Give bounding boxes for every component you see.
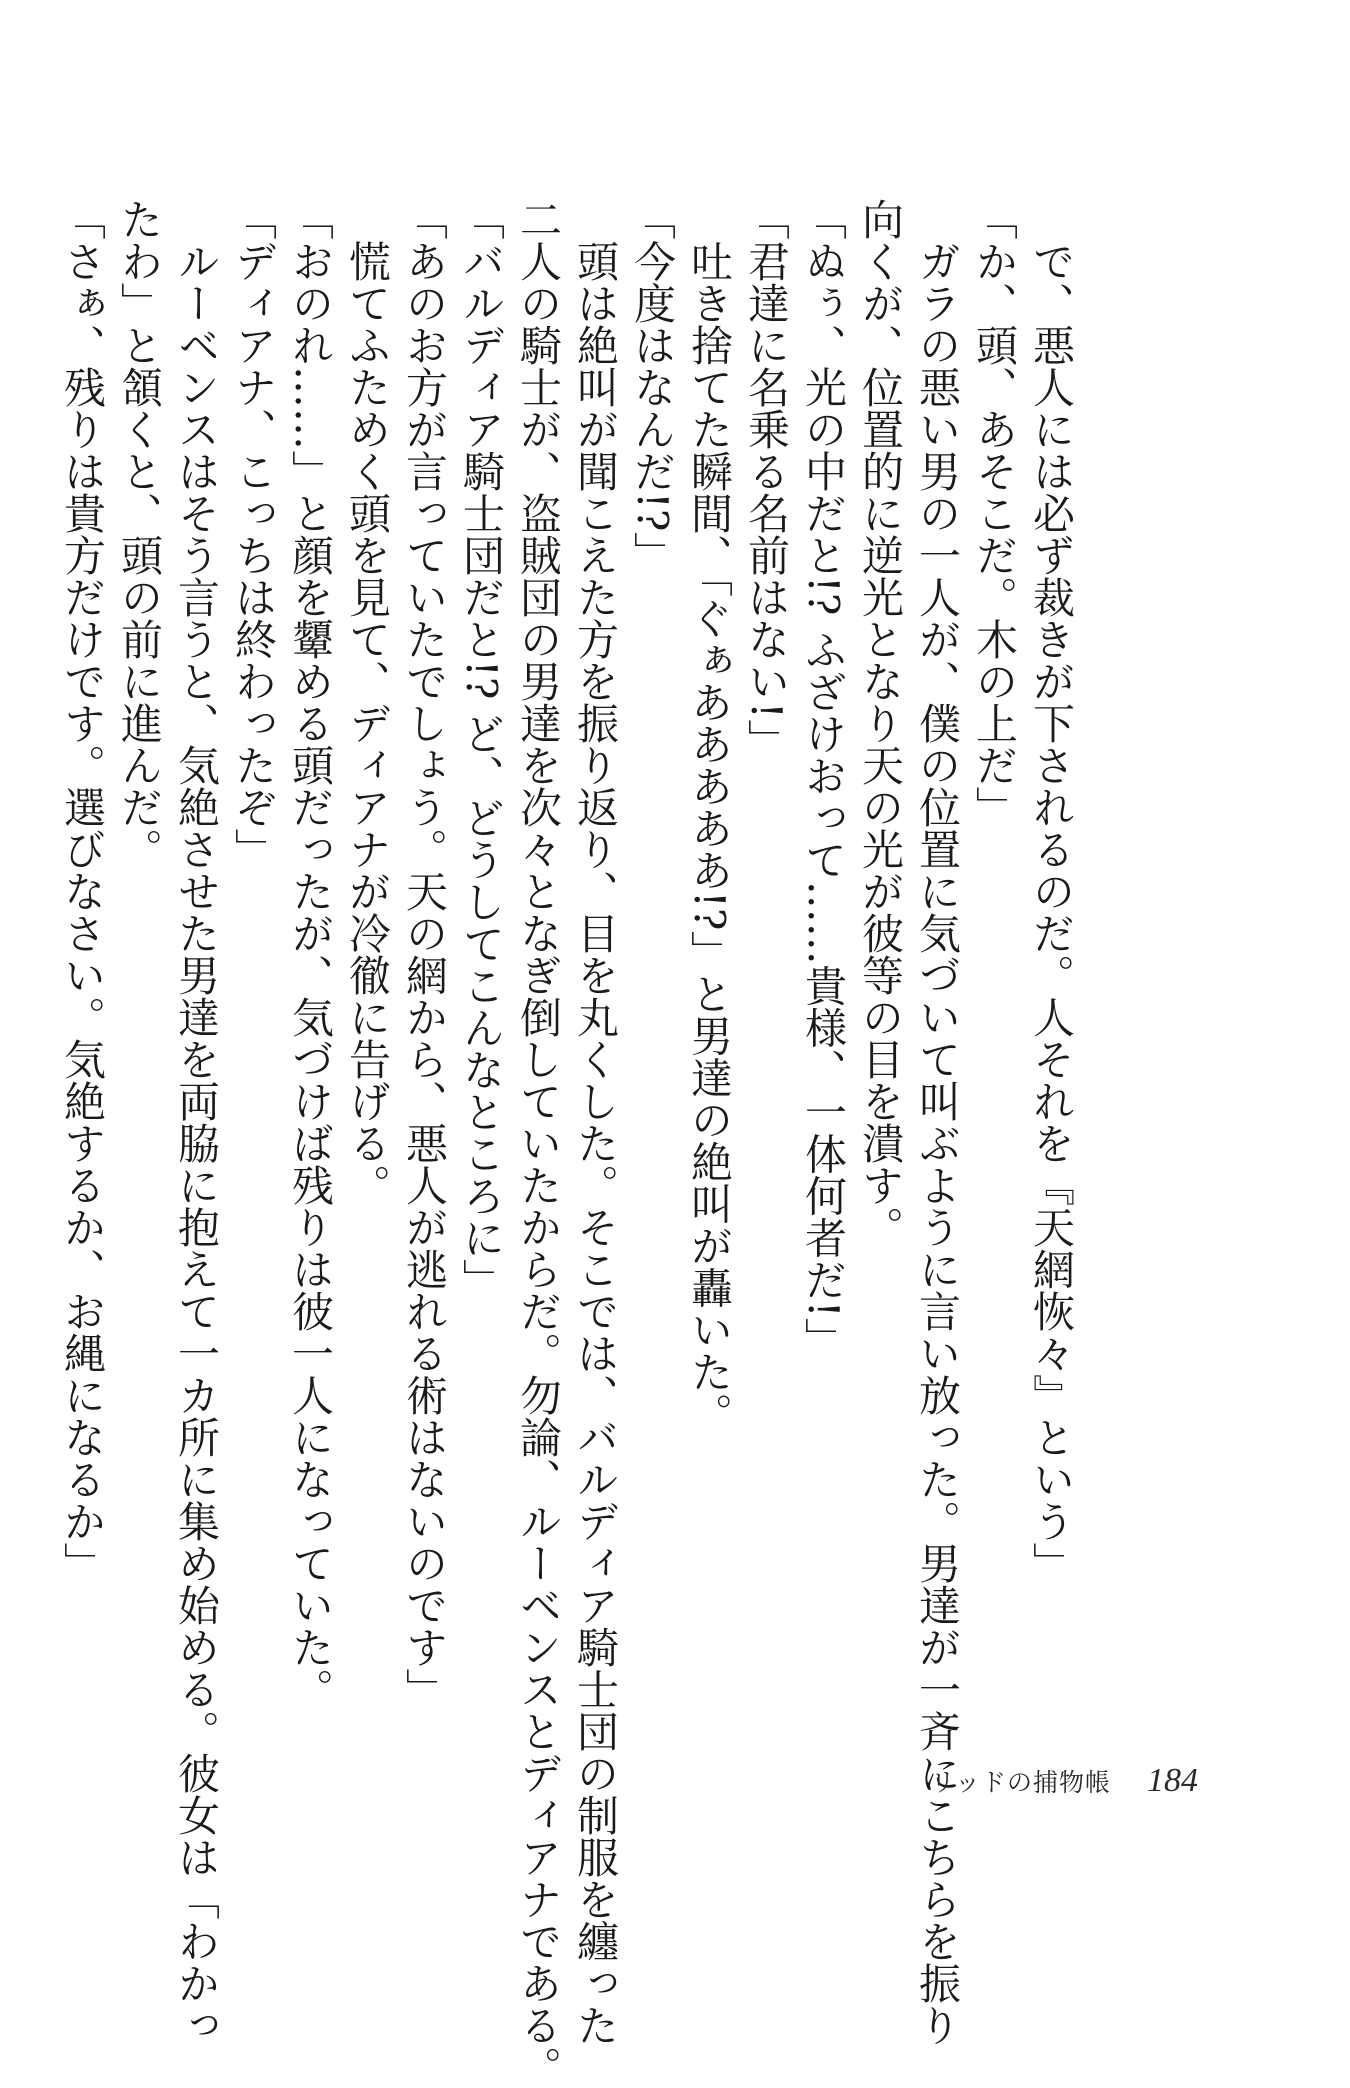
text-line: 「さぁ、残りは貴方だけです。選びなさい。気絶するか、お縄になるか」 [58, 198, 107, 1584]
text-line: 頭は絶叫が聞こえた方を振り返り、目を丸くした。そこでは、バルディア騎士団の制服を纏った [571, 240, 620, 2046]
text-line: 慌てふためく頭を見て、ディアナが冷徹に告げる。 [343, 240, 392, 1206]
text-line: ルーベンスはそう言うと、気絶させた男達を両脇に抱えて一カ所に集め始める。彼女は「わかっ [172, 240, 221, 2046]
text-line: 「バルディア騎士団だと!? ど、どうしてこんなところに」 [457, 198, 506, 1301]
text-line: 「か、頭、あそこだ。木の上だ」 [970, 198, 1019, 828]
page-number: 184 [1147, 1762, 1199, 1799]
text-line: たわ」と頷くと、頭の前に進んだ。 [115, 198, 164, 870]
text-line: 二人の騎士が、盗賊団の男達を次々となぎ倒していたからだ。勿論、ルーベンスとディアナである。 [514, 198, 563, 2088]
running-title: リッドの捕物帳 [930, 1768, 1112, 1797]
text-line: ガラの悪い男の一人が、僕の位置に気づいて叫ぶように言い放った。男達が一斉にこちらを振り [913, 240, 962, 2046]
text-line: 吐き捨てた瞬間、「ぐぁあああああ!?」と男達の絶叫が轟いた。 [685, 240, 734, 1435]
text-line: で、悪人には必ず裁きが下されるのだ。人それを『天網恢々』という」 [1027, 240, 1076, 1584]
text-line: 向くが、位置的に逆光となり天の光が彼等の目を潰す。 [856, 198, 905, 1248]
text-line: 「今度はなんだ!?」 [628, 198, 677, 574]
text-line: 「ディアナ、こっちは終わったぞ」 [229, 198, 278, 870]
text-line: 「おのれ……」と顔を顰める頭だったが、気づけば残りは彼一人になっていた。 [286, 198, 335, 1710]
text-line: 「ぬぅ、光の中だと!? ふざけおって……貴様、一体何者だ!」 [799, 198, 848, 1360]
text-line: 「君達に名乗る名前はない!」 [742, 198, 791, 761]
page-footer [930, 1762, 1198, 1812]
text-line: 「あのお方が言っていたでしょう。天の網から、悪人が逃れる術はないのです」 [400, 198, 449, 1710]
